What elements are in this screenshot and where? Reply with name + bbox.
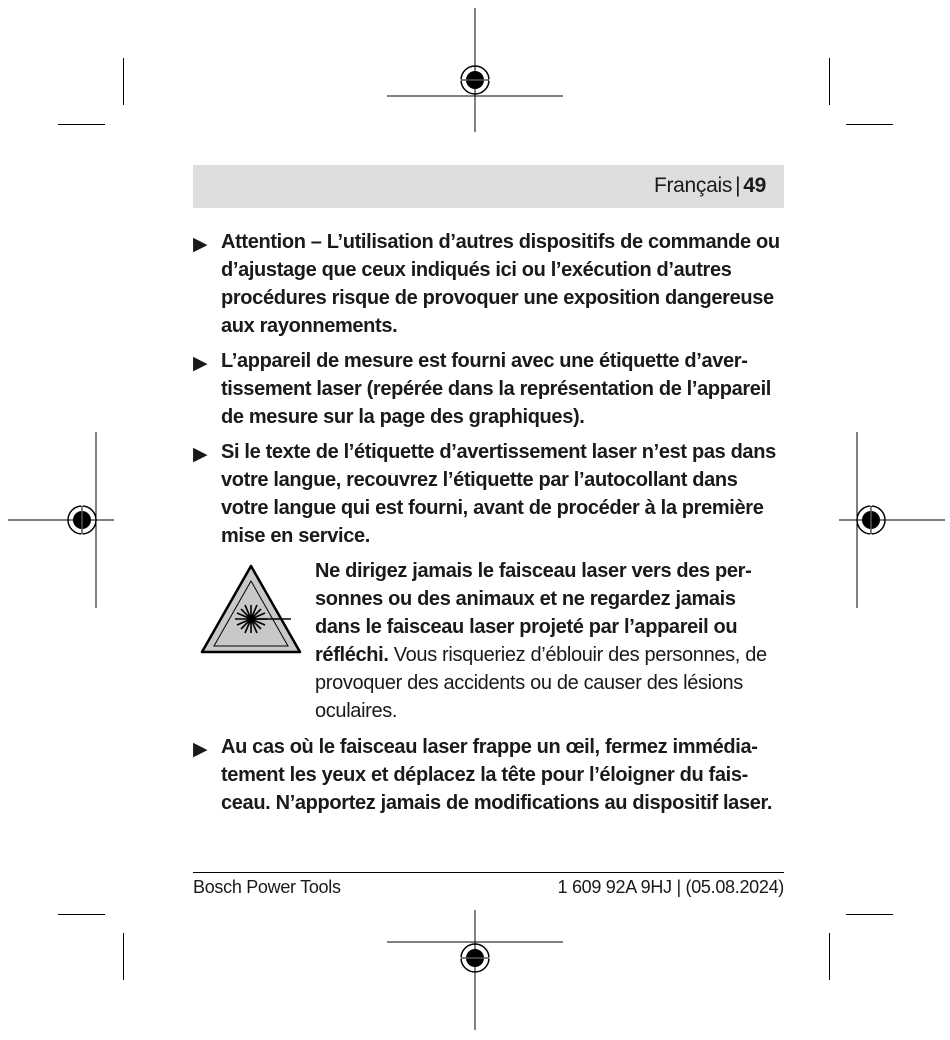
- paragraph-language: Si le texte de l’étiquette d’avertissement laser n’est pas dans votre langue, recouvrez l’étiquette par l’autocollant dans votre langue qui est fourni, avant de procéder à la première mise en service.: [221, 441, 776, 547]
- crop-mark: [123, 933, 124, 980]
- crop-mark: [846, 914, 893, 915]
- footer-brand: Bosch Power Tools: [193, 877, 341, 897]
- crop-mark: [58, 124, 105, 125]
- paragraph-label: L’appareil de mesure est fourni avec une étiquette d’avertissement laser (repérée dans la représentation de l’appareil de mesure sur la page des graphiques).: [221, 350, 771, 428]
- crop-mark: [123, 58, 124, 105]
- registration-mark-icon: [385, 910, 565, 1035]
- header-language: Français: [653, 174, 733, 197]
- page-number: 49: [743, 174, 766, 197]
- laser-warning-block: [193, 557, 784, 727]
- paragraph-eye: Au cas où le faisceau laser frappe un œil, fermez immédiatement les yeux et déplacez la tête pour l’éloigner du faisceau. N’apportez jamais de modifications au dispositif laser.: [221, 736, 773, 814]
- bullet-arrow-icon: ▶: [193, 444, 208, 465]
- bullet-item: [193, 228, 784, 340]
- footer-doc-id: 1 609 92A 9HJ | (05.08.2024): [557, 877, 784, 897]
- bullet-item: [193, 733, 784, 817]
- bullet-arrow-icon: ▶: [193, 234, 208, 255]
- laser-warning-icon: [199, 563, 303, 655]
- header-separator: |: [735, 174, 741, 197]
- bullet-arrow-icon: ▶: [193, 353, 208, 374]
- bullet-item: [193, 347, 784, 431]
- crop-mark: [829, 933, 830, 980]
- bullet-arrow-icon: ▶: [193, 739, 208, 760]
- crop-mark: [829, 58, 830, 105]
- page-content: [193, 228, 784, 824]
- footer-divider: [193, 872, 784, 873]
- page-header: [193, 165, 784, 208]
- registration-mark-icon: [8, 430, 118, 610]
- paragraph-attention: Attention – L’utilisation d’autres dispositifs de commande ou d’ajustage que ceux indiqués ici ou l’exécution d’autres procédures risque de provoquer une exposition dangereuse aux rayonnements.: [221, 231, 780, 337]
- registration-mark-icon: [835, 430, 945, 610]
- registration-mark-icon: [385, 8, 565, 138]
- crop-mark: [846, 124, 893, 125]
- crop-mark: [58, 914, 105, 915]
- bullet-item: [193, 438, 784, 550]
- warning-normal-text: Vous risqueriez d’éblouir des personnes, de provoquer des accidents ou de causer des lésions oculaires.: [315, 644, 767, 722]
- header-label: [654, 173, 766, 199]
- warning-bold-text: Ne dirigez jamais le faisceau laser vers des personnes ou des animaux et ne regardez jamais dans le faisceau laser projeté par l’appareil ou réfléchi.: [315, 560, 752, 666]
